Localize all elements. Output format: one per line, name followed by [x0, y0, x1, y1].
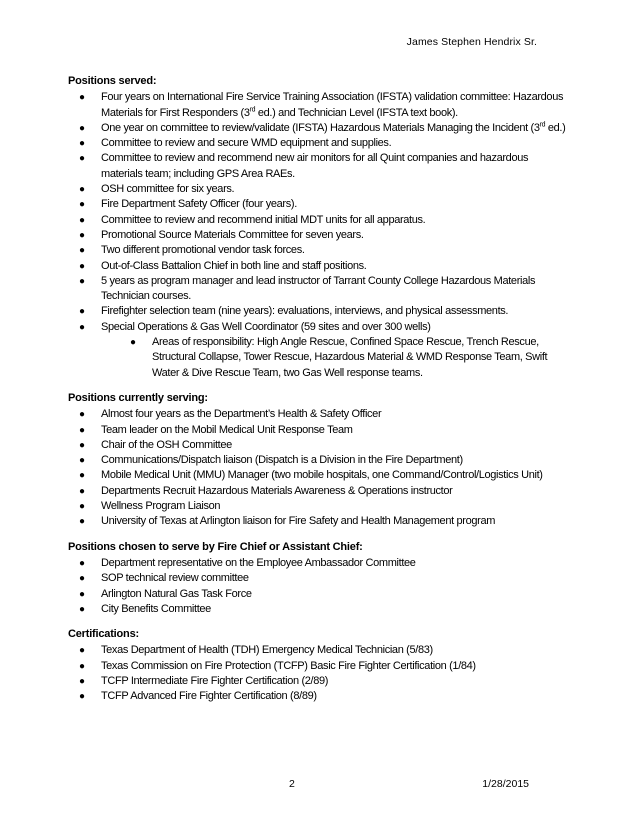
- bullet-icon: ●: [79, 245, 85, 257]
- list-item-text: Committee to review and recommend initial MDT units for all apparatus.: [101, 213, 426, 226]
- list-item-text: Firefighter selection team (nine years): evaluations, interviews, and physical assessments.: [101, 305, 509, 318]
- section: [68, 627, 568, 704]
- list-item-text: 5 years as program manager and lead instructor of Tarrant County College Hazardous Materials Technician courses.: [101, 274, 536, 303]
- list-item-text: Texas Commission on Fire Protection (TCFP) Basic Fire Fighter Certification (1/84): [101, 659, 476, 672]
- bullet-icon: ●: [79, 439, 85, 451]
- bullet-icon: ●: [79, 214, 85, 226]
- footer-date: 1/28/2015: [482, 778, 529, 790]
- bullet-icon: ●: [79, 122, 85, 134]
- list-item-text: Promotional Source Materials Committee for seven years.: [101, 228, 364, 241]
- list-item-text: Texas Department of Health (TDH) Emergency Medical Technician (5/83): [101, 644, 433, 657]
- list-item: [68, 468, 568, 483]
- list-item-text: Special Operations & Gas Well Coordinator (59 sites and over 300 wells): [101, 320, 431, 333]
- list-item-text: Department representative on the Employee Ambassador Committee: [101, 556, 416, 569]
- section-heading: Positions chosen to serve by Fire Chief or Assistant Chief:: [68, 540, 363, 553]
- list-item: [68, 499, 568, 514]
- list-item-text: OSH committee for six years.: [101, 183, 235, 196]
- bullet-icon: ●: [79, 603, 85, 615]
- list-item: [68, 121, 568, 136]
- list-item-text: Departments Recruit Hazardous Materials Awareness & Operations instructor: [101, 484, 453, 497]
- bullet-icon: ●: [79, 321, 85, 333]
- list-item-text: Team leader on the Mobil Medical Unit Response Team: [101, 423, 353, 436]
- bullet-icon: ●: [79, 588, 85, 600]
- bullet-list: [68, 643, 568, 704]
- list-item-text: Committee to review and secure WMD equipment and supplies.: [101, 137, 392, 150]
- list-item: [68, 407, 568, 422]
- list-item: [68, 484, 568, 499]
- list-item: [68, 571, 568, 586]
- bullet-icon: ●: [79, 229, 85, 241]
- section-heading: Positions currently serving:: [68, 391, 208, 404]
- list-item-text: TCFP Advanced Fire Fighter Certification (8/89): [101, 690, 317, 703]
- list-item: [68, 243, 568, 258]
- list-item-text: University of Texas at Arlington liaison for Fire Safety and Health Management program: [101, 515, 496, 528]
- list-item: [68, 514, 568, 529]
- bullet-icon: ●: [130, 337, 136, 349]
- bullet-icon: ●: [79, 573, 85, 585]
- bullet-list: [68, 556, 568, 617]
- bullet-icon: ●: [79, 199, 85, 211]
- list-item: [68, 335, 568, 381]
- list-item-text: Committee to review and recommend new air monitors for all Quint companies and hazardous materials team; including GPS Area RAEs.: [101, 152, 529, 180]
- section: [68, 540, 568, 617]
- bullet-icon: ●: [79, 260, 85, 272]
- list-item: [68, 197, 568, 212]
- list-item: [68, 304, 568, 319]
- section-heading: Positions served:: [68, 75, 157, 87]
- list-item: [68, 274, 568, 305]
- list-item: [68, 213, 568, 228]
- bullet-icon: ●: [79, 645, 85, 657]
- bullet-icon: ●: [79, 184, 85, 196]
- list-item: [68, 587, 568, 602]
- list-item-text: SOP technical review committee: [101, 572, 249, 585]
- list-item-text: One year on committee to review/validate (IFSTA) Hazardous Materials Managing the Incident (3rd ed.): [101, 121, 566, 134]
- list-item-text: Arlington Natural Gas Task Force: [101, 587, 252, 600]
- list-item: [68, 643, 568, 658]
- list-item-text: Fire Department Safety Officer (four years).: [101, 198, 297, 211]
- bullet-list: [68, 407, 568, 529]
- list-item-text: Chair of the OSH Committee: [101, 438, 232, 451]
- bullet-icon: ●: [79, 409, 85, 421]
- list-item: [68, 136, 568, 151]
- bullet-icon: ●: [79, 306, 85, 318]
- list-item: [68, 453, 568, 468]
- list-item: [68, 556, 568, 571]
- list-item: [68, 151, 568, 182]
- bullet-icon: ●: [79, 455, 85, 467]
- bullet-icon: ●: [79, 557, 85, 569]
- list-item-text: Communications/Dispatch liaison (Dispatch is a Division in the Fire Department): [101, 454, 463, 467]
- bullet-icon: ●: [79, 153, 85, 165]
- list-item: [68, 228, 568, 243]
- list-item: [68, 320, 568, 335]
- list-item: [68, 689, 568, 704]
- section: [68, 391, 568, 530]
- list-item: [68, 182, 568, 197]
- list-item-text: Areas of responsibility: High Angle Rescue, Confined Space Rescue, Trench Rescue, Structural Collapse, Tower Rescue, Hazardous Material & WMD Response Team, Swift Water & Dive Rescue Team, two Gas Well response teams.: [152, 336, 548, 379]
- list-item-text: Mobile Medical Unit (MMU) Manager (two mobile hospitals, one Command/Control/Logistics Unit): [101, 469, 543, 482]
- list-item-text: City Benefits Committee: [101, 602, 211, 615]
- list-item-text: Four years on International Fire Service Training Association (IFSTA) validation committee: Hazardous Materials for First Responders (3rd ed.) and Technician Level (IFSTA text book).: [101, 91, 564, 119]
- bullet-icon: ●: [79, 138, 85, 150]
- bullet-icon: ●: [79, 501, 85, 513]
- document-body: [68, 74, 568, 715]
- list-item-text: TCFP Intermediate Fire Fighter Certification (2/89): [101, 674, 329, 687]
- list-item: [68, 423, 568, 438]
- bullet-icon: ●: [79, 516, 85, 528]
- section-heading: Certifications:: [68, 628, 139, 641]
- list-item-text: Two different promotional vendor task forces.: [101, 244, 305, 257]
- header-author: James Stephen Hendrix Sr.: [406, 36, 537, 48]
- list-item-text: Wellness Program Liaison: [101, 500, 221, 513]
- list-item: [68, 90, 568, 121]
- bullet-icon: ●: [79, 470, 85, 482]
- bullet-list: [68, 90, 568, 381]
- bullet-icon: ●: [79, 660, 85, 672]
- list-item: [68, 659, 568, 674]
- list-item-text: Almost four years as the Department’s Health & Safety Officer: [101, 408, 382, 421]
- list-item: [68, 259, 568, 274]
- bullet-icon: ●: [79, 485, 85, 497]
- footer-page-number: 2: [289, 778, 295, 790]
- list-item: [68, 438, 568, 453]
- bullet-icon: ●: [79, 275, 85, 287]
- list-item: [68, 602, 568, 617]
- bullet-icon: ●: [79, 675, 85, 687]
- bullet-icon: ●: [79, 424, 85, 436]
- list-item: [68, 674, 568, 689]
- section: [68, 74, 568, 381]
- bullet-icon: ●: [79, 92, 85, 104]
- bullet-icon: ●: [79, 691, 85, 703]
- list-item-text: Out-of-Class Battalion Chief in both line and staff positions.: [101, 259, 367, 272]
